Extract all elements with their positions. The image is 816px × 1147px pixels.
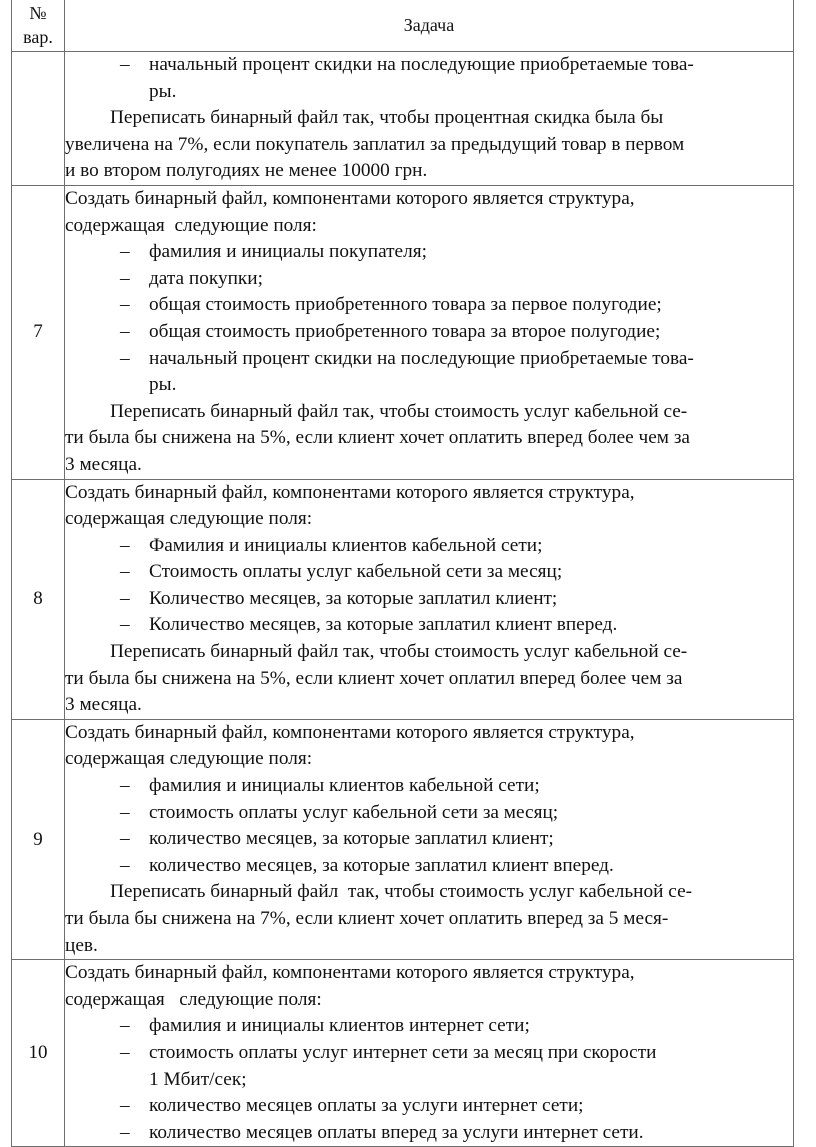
list-item: – Количество месяцев, за которые заплатил клиент; [65, 586, 793, 613]
dash-marker: – [120, 561, 130, 583]
task-paragraph-line: ти была бы снижена на 5%, если клиент хочет оплатить вперед более чем за [65, 427, 690, 449]
variant-number: 8 [12, 479, 65, 719]
variant-number: 10 [12, 960, 65, 1147]
task-paragraph-line: увеличена на 7%, если покупатель заплатил за предыдущий товар в первом [65, 133, 685, 155]
list-item: – стоимость оплаты услуг интернет сети за месяц при скорости [65, 1040, 793, 1067]
table-header-row [12, 0, 794, 52]
table-row [12, 52, 794, 186]
list-item: – количество месяцев, за которые заплатил клиент; [65, 826, 793, 853]
list-item: – Фамилия и инициалы клиентов кабельной сети; [65, 533, 793, 560]
table-row [12, 719, 794, 959]
task-paragraph-line: и во втором полугодиях не менее 10000 грн. [65, 160, 428, 182]
dash-marker: – [120, 854, 130, 876]
list-item-continuation: ры. [149, 80, 177, 102]
header-task: Задача [65, 0, 794, 52]
dash-marker: – [120, 1121, 130, 1143]
task-description [65, 52, 794, 186]
dash-marker: – [120, 614, 130, 636]
task-paragraph-line: цев. [65, 934, 98, 956]
list-item: – общая стоимость приобретенного товара за первое полугодие; [65, 292, 793, 319]
dash-marker: – [120, 534, 130, 556]
task-intro-line: Создать бинарный файл, компонентами которого является структура, [65, 187, 635, 209]
task-description [65, 479, 794, 719]
list-item: – Стоимость оплаты услуг кабельной сети за месяц; [65, 559, 793, 586]
header-num-symbol: № [29, 3, 47, 23]
dash-marker: – [120, 294, 130, 316]
dash-marker: – [120, 1015, 130, 1037]
task-description [65, 719, 794, 959]
table-row [12, 185, 794, 479]
task-intro-line: Создать бинарный файл, компонентами которого является структура, [65, 481, 635, 503]
task-paragraph-line: ти была бы снижена на 7%, если клиент хочет оплатить вперед за 5 меся- [65, 908, 669, 929]
task-intro-line: содержащая следующие поля: [65, 748, 313, 770]
dash-marker: – [120, 320, 130, 342]
dash-marker: – [120, 241, 130, 263]
dash-marker: – [120, 267, 130, 289]
task-paragraph-line: ти была бы снижена на 5%, если клиент хочет оплатил вперед более чем за [65, 667, 683, 689]
dash-marker: – [120, 775, 130, 797]
task-paragraph-line: Переписать бинарный файл так, чтобы стоимость услуг кабельной се- [110, 400, 688, 422]
list-item-continuation: 1 Мбит/сек; [149, 1068, 247, 1090]
list-item: – количество месяцев, за которые заплатил клиент вперед. [65, 853, 793, 880]
list-item: – фамилия и инициалы клиентов интернет сети; [65, 1013, 793, 1040]
list-item: – количество месяцев оплаты за услуги интернет сети; [65, 1093, 793, 1120]
variant-number [12, 52, 65, 186]
task-intro-line: содержащая следующие поля: [65, 214, 317, 236]
table-row [12, 479, 794, 719]
task-description [65, 960, 794, 1147]
list-item: – начальный процент скидки на последующие приобретаемые това- [65, 346, 793, 373]
list-item: – стоимость оплаты услуг кабельной сети за месяц; [65, 800, 793, 827]
list-item: – начальный процент скидки на последующие приобретаемые това- [65, 52, 793, 79]
task-paragraph-line: Переписать бинарный файл так, чтобы стоимость услуг кабельной се- [110, 641, 688, 663]
variant-number: 9 [12, 719, 65, 959]
dash-marker: – [120, 1095, 130, 1117]
task-paragraph-line: 3 месяца. [65, 453, 142, 475]
dash-marker: – [120, 347, 130, 369]
task-paragraph-line: 3 месяца. [65, 694, 142, 716]
header-num-label: вар. [23, 27, 53, 47]
variant-number: 7 [12, 185, 65, 479]
list-item: – фамилия и инициалы клиентов кабельной сети; [65, 773, 793, 800]
task-description [65, 185, 794, 479]
list-item: – количество месяцев оплаты вперед за услуги интернет сети. [65, 1120, 793, 1147]
dash-marker: – [120, 587, 130, 609]
task-intro-line: Создать бинарный файл, компонентами которого является структура, [65, 962, 635, 984]
dash-marker: – [120, 801, 130, 823]
table-row [12, 960, 794, 1147]
task-paragraph-line: Переписать бинарный файл так, чтобы стоимость услуг кабельной се- [110, 881, 693, 903]
task-intro-line: Создать бинарный файл, компонентами которого является структура, [65, 721, 635, 743]
list-item: – дата покупки; [65, 266, 793, 293]
task-variants-table [11, 0, 794, 1147]
list-item: – общая стоимость приобретенного товара за второе полугодие; [65, 319, 793, 346]
dash-marker: – [120, 828, 130, 850]
header-variant-number [12, 0, 65, 52]
dash-marker: – [120, 1041, 130, 1063]
list-item: – Количество месяцев, за которые заплатил клиент вперед. [65, 612, 793, 639]
list-item: – фамилия и инициалы покупателя; [65, 239, 793, 266]
task-paragraph-line: Переписать бинарный файл так, чтобы процентная скидка была бы [110, 107, 664, 129]
task-intro-line: содержащая следующие поля: [65, 988, 322, 1010]
list-item-continuation: ры. [149, 374, 177, 396]
task-intro-line: содержащая следующие поля: [65, 508, 313, 530]
dash-marker: – [120, 54, 130, 75]
